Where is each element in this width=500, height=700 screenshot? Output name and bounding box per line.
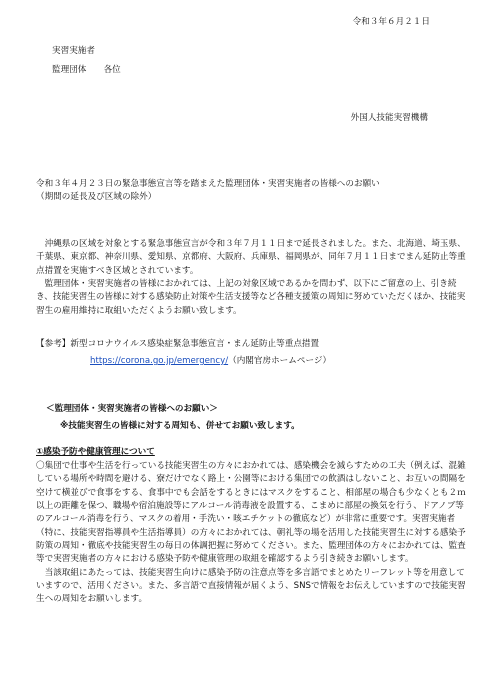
intro-paragraph-1: 沖縄県の区域を対象とする緊急事態宣言が令和３年７月１１日まで延長されました。また、北海道、埼玉県、千葉県、東京都、神奈川県、愛知県、京都府、大阪府、兵庫県、福岡県が、同年７月１１日までまん延防止等重点措置を実施すべき区域とされています。 (36, 239, 466, 276)
intro-paragraph-2: 監理団体・実習実施者の皆様におかれては、上記の対象区域であるかを問わず、以下にご留意の上、引き続き、技能実習生の皆様に対する感染防止対策や生活支援等など各種支援策の周知に努めていただくほか、技能実習生の雇用維持に取組いただくようお願い致します。 (36, 278, 466, 316)
title-line-2: （期間の延長及び区域の除外） (36, 192, 157, 203)
document-title (36, 178, 466, 205)
reference-label: 【参考】 (36, 339, 71, 349)
title-line-1: 令和３年４月２３日の緊急事態宣言等を踏まえた監理団体・実習実施者の皆様へのお願い (36, 179, 380, 189)
reference-source: （内閣官房ホームページ） (228, 356, 332, 366)
reference-text: 新型コロナウイルス感染症緊急事態宣言・まん延防止等重点措置 (70, 339, 320, 349)
point-1-heading: ①感染予防や健康管理について (36, 447, 155, 457)
recipient-line-2: 監理団体 各位 (52, 65, 121, 75)
point-1-body (36, 460, 466, 606)
reference-url-link[interactable]: https://corona.go.jp/emergency/ (90, 356, 229, 366)
intro-section (36, 238, 466, 318)
point-1-paragraph-2: 当該取組にあたっては、技能実習生向けに感染予防の注意点等を多言語でまとめたリーフレット等を用意していますので、活用ください。また、多言語で直接情報が届くよう、SNSで情報をお伝えしていますので技能実習生への周知をお願いします。 (36, 567, 466, 605)
section-subheading: ※技能実習生の皆様に対する周知も、併せてお願い致します。 (60, 421, 300, 431)
reference-line (36, 338, 319, 351)
reference-url-line (90, 355, 331, 368)
point-1-paragraph-1: 〇集団で仕事や生活を行っている技能実習生の方々におかれては、感染機会を減らすための工夫（例えば、混雑している場所や時間を避ける、寮だけでなく路上・公園等における集団での飲酒はしないこと、お互いの間隔を空けて横並びで食事をする、食事中でも会話をするときにはマスクをすること、相部屋の場合も少なくとも２ｍ以上の距離を保つ、職場や宿泊施設等にアルコール消毒液を設置する、こまめに部屋の換気を行う、ドアノブ等のアルコール消毒を行う、マスクの着用・手洗い・咳エチケットの徹底など）が非常に重要です。実習実施者（特に、技能実習指導員や生活指導員）の方々におかれては、朝礼等の場を活用した技能実習生に対する感染予防策の周知・徹底や技能実習生の毎日の体調把握に努めてください。また、監理団体の方々におかれては、監査等で実習実施者の方々における感染予防や健康管理の取組を確認するよう引き続きお願いします。 (36, 461, 466, 565)
document-date: 令和３年６月２１日 (352, 17, 430, 27)
recipient-line-1: 実習実施者 (52, 46, 95, 56)
section-heading: ＜監理団体・実習実施者の皆様へのお願い＞ (46, 404, 218, 414)
sender-organization: 外国人技能実習機構 (350, 113, 428, 123)
